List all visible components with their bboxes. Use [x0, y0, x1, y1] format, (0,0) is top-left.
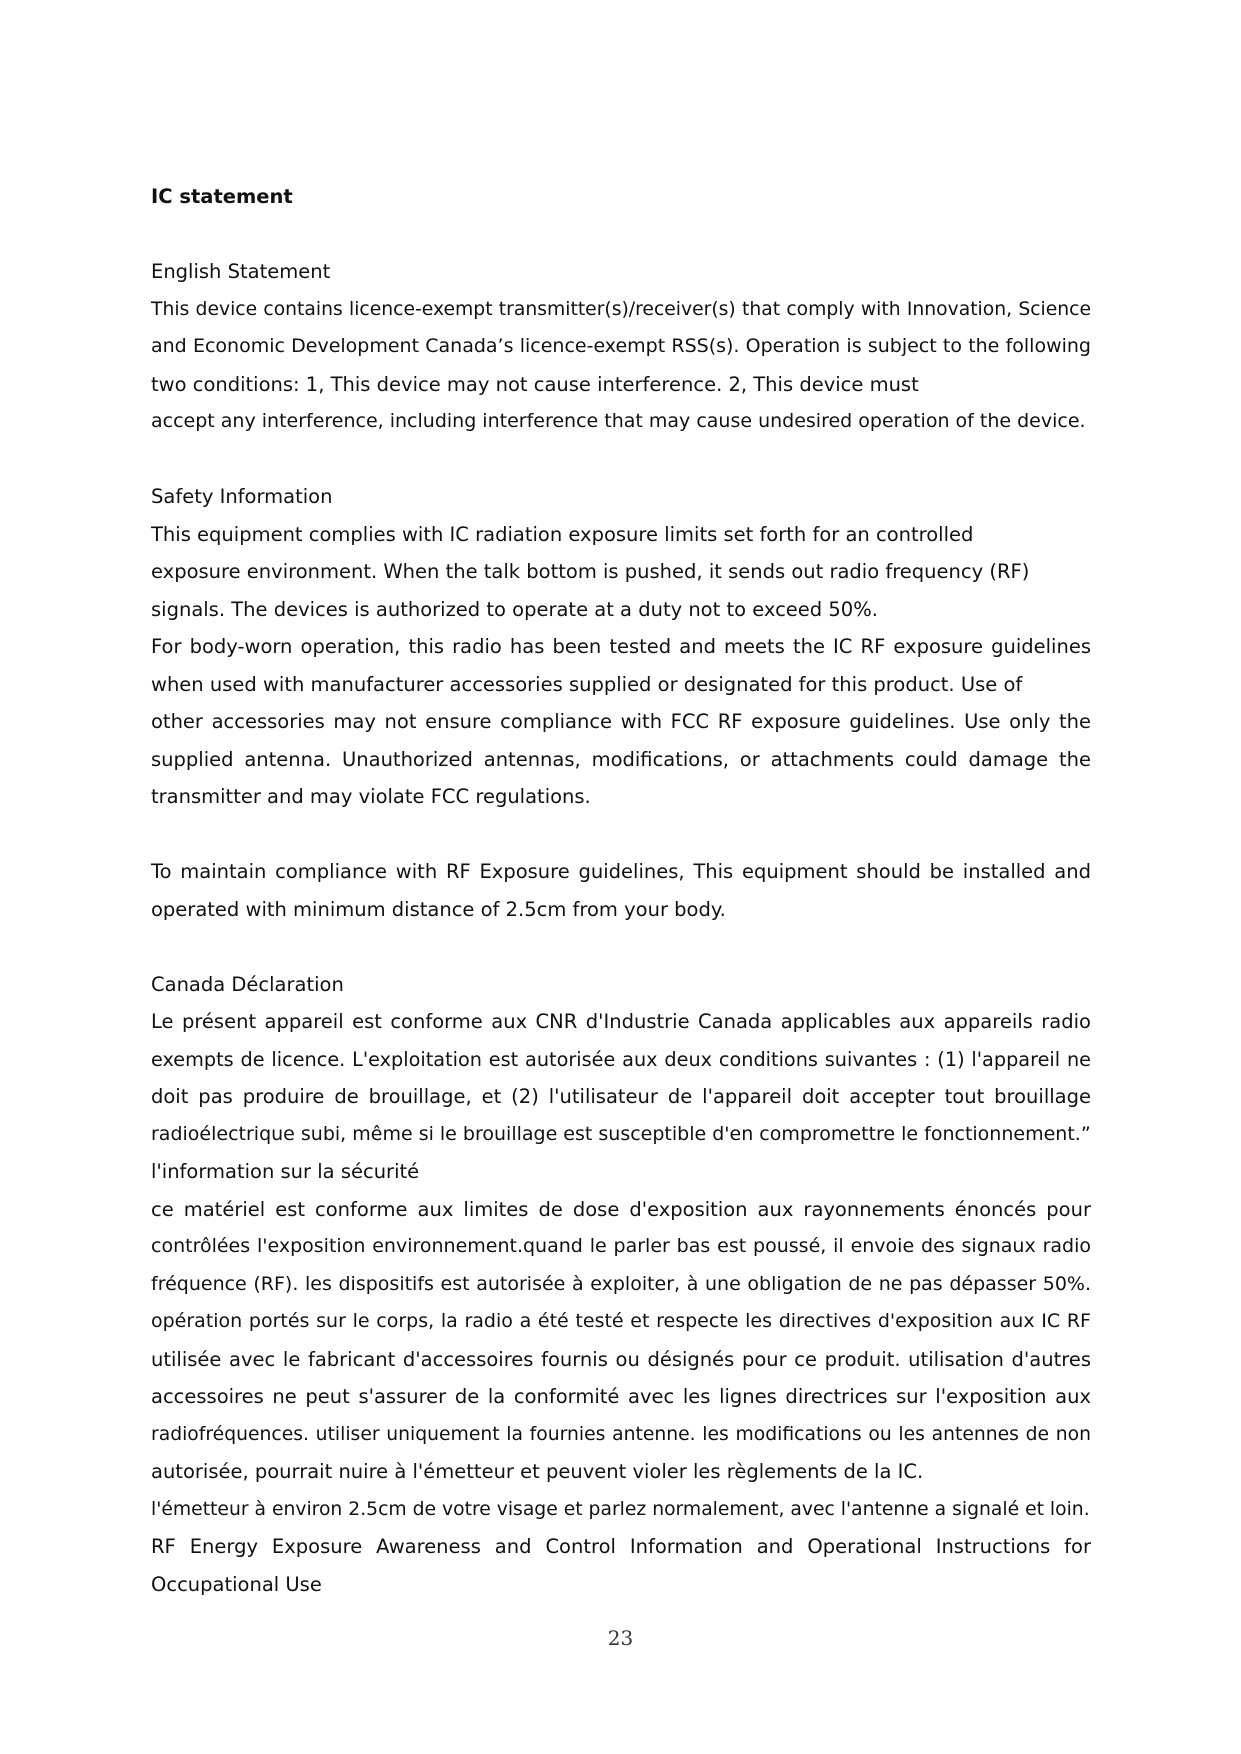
paragraph-line: contrôlées l'exposition environnement.quand le parler bas est poussé, il envoie des signaux radio: [151, 1235, 1091, 1257]
paragraph-line: radiofréquences. utiliser uniquement la fournies antenne. les modifications ou les antennes de non: [151, 1423, 1091, 1445]
paragraph-line: To maintain compliance with RF Exposure guidelines, This equipment should be installed and: [151, 860, 1091, 883]
document-body: [151, 178, 1091, 1603]
paragraph-line: utilisée avec le fabricant d'accessoires fournis ou désignés pour ce produit. utilisation d'autres: [151, 1347, 1091, 1371]
paragraph-line: when used with manufacturer accessories supplied or designated for this product. Use of: [151, 672, 1023, 696]
english-statement-title: English Statement: [151, 260, 331, 283]
paragraph-line: RF Energy Exposure Awareness and Control Information and Operational Instructions for: [151, 1535, 1091, 1558]
spacer: [151, 816, 1091, 854]
paragraph-line: fréquence (RF). les dispositifs est autorisée à exploiter, à une obligation de ne pas dépasser 50%.: [151, 1272, 1091, 1295]
paragraph-line: radioélectrique subi, même si le brouillage est susceptible d'en compromettre le fonctionnement.”: [151, 1122, 1091, 1145]
spacer: [151, 928, 1091, 966]
paragraph-line: This device contains licence-exempt transmitter(s)/receiver(s) that comply with Innovation, Science: [151, 298, 1091, 320]
paragraph-line: l'information sur la sécurité: [151, 1160, 420, 1183]
paragraph-line: exposure environment. When the talk bottom is pushed, it sends out radio frequency (RF): [151, 560, 1030, 583]
paragraph-line: accessoires ne peut s'assurer de la conformité avec les lignes directrices sur l'exposition aux: [151, 1385, 1091, 1408]
paragraph-line: supplied antenna. Unauthorized antennas, modifications, or attachments could damage the: [151, 747, 1091, 771]
spacer: [151, 216, 1091, 254]
paragraph-line: operated with minimum distance of 2.5cm from your body.: [151, 897, 726, 921]
paragraph-line: ce matériel est conforme aux limites de dose d'exposition aux rayonnements énoncés pour: [151, 1197, 1091, 1221]
safety-information-title: Safety Information: [151, 485, 333, 508]
paragraph-line: exempts de licence. L'exploitation est autorisée aux deux conditions suivantes : (1) l'appareil ne: [151, 1047, 1091, 1071]
paragraph-line: This equipment complies with IC radiation exposure limits set forth for an controlled: [151, 522, 974, 546]
paragraph-line: two conditions: 1, This device may not cause interference. 2, This device must: [151, 372, 919, 396]
canada-declaration-title: Canada Déclaration: [151, 972, 344, 996]
paragraph-line: l'émetteur à environ 2.5cm de votre visage et parlez normalement, avec l'antenne a signalé et loin.: [151, 1498, 1090, 1520]
paragraph-line: signals. The devices is authorized to operate at a duty not to exceed 50%.: [151, 597, 878, 621]
section-heading: IC statement: [151, 185, 293, 208]
page-number: 23: [607, 1626, 634, 1650]
paragraph-line: and Economic Development Canada’s licence-exempt RSS(s). Operation is subject to the following: [151, 335, 1091, 357]
paragraph-line: For body-worn operation, this radio has been tested and meets the IC RF exposure guidelines: [151, 635, 1091, 658]
paragraph-line: transmitter and may violate FCC regulations.: [151, 785, 591, 808]
paragraph-line: Occupational Use: [151, 1572, 322, 1596]
paragraph-line: accept any interference, including interference that may cause undesired operation of the device.: [151, 410, 1086, 432]
paragraph-line: Le présent appareil est conforme aux CNR d'Industrie Canada applicables aux appareils radio: [151, 1010, 1091, 1033]
paragraph-line: opération portés sur le corps, la radio a été testé et respecte les directives d'exposition aux IC RF: [151, 1310, 1091, 1332]
paragraph-line: other accessories may not ensure compliance with FCC RF exposure guidelines. Use only the: [151, 710, 1091, 733]
paragraph-line: doit pas produire de brouillage, et (2) l'utilisateur de l'appareil doit accepter tout brouillage: [151, 1085, 1091, 1108]
paragraph-line: autorisée, pourrait nuire à l'émetteur et peuvent violer les règlements de la IC.: [151, 1460, 924, 1483]
spacer: [151, 441, 1091, 479]
